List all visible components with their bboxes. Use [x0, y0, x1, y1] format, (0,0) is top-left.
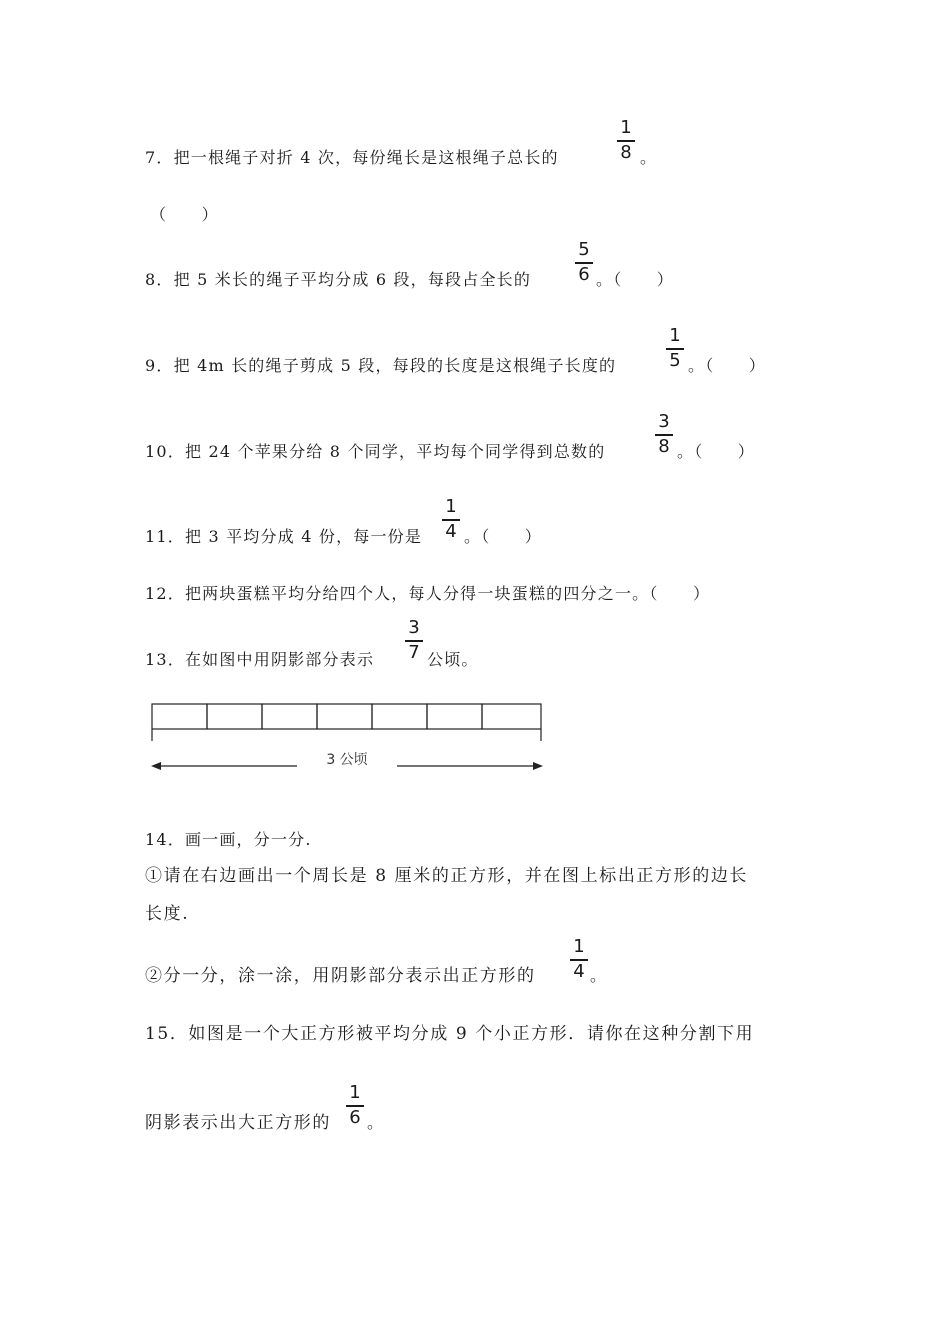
q11-fraction — [442, 497, 460, 542]
q13-cell-2[interactable] — [207, 704, 262, 729]
q9-fraction — [666, 326, 684, 371]
q13-cell-7[interactable] — [482, 704, 541, 729]
q7-frac-den: 8 — [620, 141, 632, 163]
q15-frac-num: 1 — [349, 1082, 361, 1103]
q13-cell-5[interactable] — [372, 704, 427, 729]
question-10 — [145, 442, 605, 462]
q9-tail: 。（ ） — [688, 356, 767, 375]
q13-figure-label: 3 公顷 — [326, 752, 368, 768]
q14-line-1: ①请在右边画出一个周长是 8 厘米的正方形，并在图上标出正方形的边长 — [145, 866, 749, 886]
question-9 — [145, 356, 616, 376]
q9-frac-den: 5 — [669, 349, 681, 371]
question-14-title: 14．画一画，分一分. — [145, 830, 312, 849]
q13-cell-1[interactable] — [152, 704, 207, 729]
q7-fraction — [617, 118, 635, 163]
q15-line-2: 阴影表示出大正方形的 — [145, 1113, 331, 1133]
q10-frac-den: 8 — [658, 435, 670, 457]
q9-text: 9．把 4m 长的绳子剪成 5 段，每段的长度是这根绳子长度的 — [145, 356, 617, 375]
q9-frac-num: 1 — [669, 325, 681, 346]
question-13 — [145, 650, 374, 670]
q14-frac-den: 4 — [573, 960, 585, 982]
q8-tail: 。（ ） — [596, 270, 675, 289]
q11-frac-num: 1 — [445, 496, 457, 517]
q13-cell-4[interactable] — [317, 704, 372, 729]
q13-frac-num: 3 — [408, 617, 420, 638]
q12-text: 12．把两块蛋糕平均分给四个人，每人分得一块蛋糕的四分之一。（ ） — [145, 584, 711, 603]
q13-cells — [152, 704, 541, 729]
q8-fraction — [575, 240, 593, 285]
q14-fraction — [570, 937, 588, 982]
q15-fraction — [346, 1083, 364, 1128]
question-7 — [145, 148, 559, 168]
q13-text: 13．在如图中用阴影部分表示 — [145, 650, 375, 669]
q8-frac-num: 5 — [578, 239, 590, 260]
q13-tail: 公顷。 — [427, 650, 479, 669]
q11-text: 11．把 3 平均分成 4 份，每一份是 — [145, 527, 423, 546]
q13-cell-6[interactable] — [427, 704, 482, 729]
q11-frac-den: 4 — [445, 520, 457, 542]
q10-tail: 。（ ） — [677, 442, 756, 461]
question-11 — [145, 527, 422, 547]
question-12 — [145, 584, 710, 604]
q14-line-3: ②分一分，涂一涂，用阴影部分表示出正方形的 — [145, 966, 536, 986]
q13-arrow-right-head — [533, 762, 543, 770]
q13-cell-3[interactable] — [262, 704, 317, 729]
q7-tail: 。 — [640, 148, 658, 167]
q13-figure — [145, 697, 545, 777]
q7-text: 7．把一根绳子对折 4 次，每份绳长是这根绳子总长的 — [145, 148, 559, 167]
q8-text: 8．把 5 米长的绳子平均分成 6 段，每段占全长的 — [145, 270, 532, 289]
q10-fraction — [655, 412, 673, 457]
q15-frac-den: 6 — [349, 1106, 361, 1128]
q13-frac-den: 7 — [408, 641, 420, 663]
q7-frac-num: 1 — [620, 117, 632, 138]
q14-tail: 。 — [590, 966, 608, 985]
q14-frac-num: 1 — [573, 936, 585, 957]
q15-tail: 。 — [367, 1113, 385, 1132]
q10-frac-num: 3 — [658, 411, 670, 432]
q14-line-2: 长度. — [145, 904, 190, 924]
question-8 — [145, 270, 531, 290]
q10-text: 10．把 24 个苹果分给 8 个同学，平均每个同学得到总数的 — [145, 442, 606, 461]
q11-tail: 。（ ） — [464, 527, 543, 546]
q7-bracket: （ ） — [150, 205, 219, 224]
q13-arrow-left-head — [151, 762, 161, 770]
question-15-line-1: 15．如图是一个大正方形被平均分成 9 个小正方形．请你在这种分割下用 — [145, 1024, 755, 1044]
q13-fraction — [405, 618, 423, 663]
q8-frac-den: 6 — [578, 263, 590, 285]
